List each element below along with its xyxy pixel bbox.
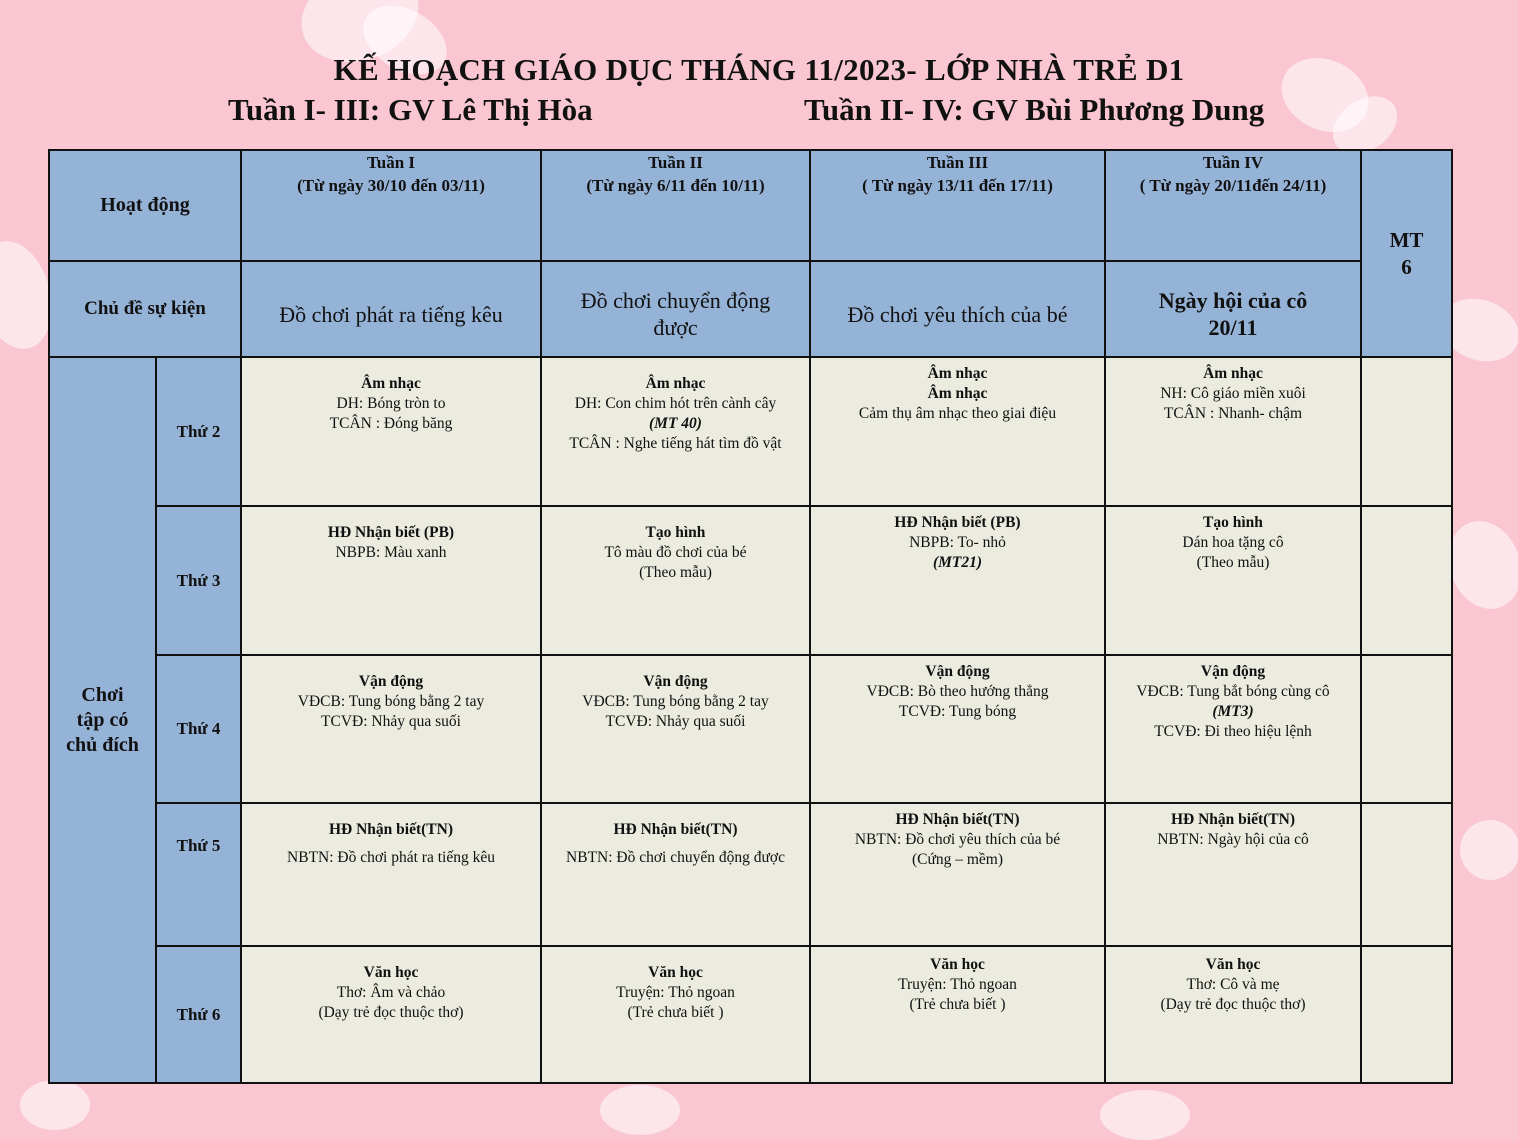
activity-line: (Trẻ chưa biết ) — [909, 996, 1006, 1013]
activity-line: Dán hoa tặng cô — [1182, 534, 1284, 551]
activity-line: VĐCB: Tung bóng bằng 2 tay — [297, 693, 485, 710]
mt6-header — [1361, 150, 1452, 357]
activity-line: Thơ: Cô và mẹ — [1186, 976, 1280, 993]
day-row-tue — [49, 506, 1452, 655]
activity-line: Truyện: Thỏ ngoan — [616, 984, 735, 1001]
activity-cell — [541, 803, 810, 946]
mt6-cell — [1361, 946, 1452, 1083]
group-label-line: tập có — [76, 708, 129, 731]
activity-title: Âm nhạc — [361, 375, 421, 392]
activity-cell — [541, 655, 810, 803]
day-label: Thứ 2 — [156, 357, 241, 506]
day-row-thu — [49, 803, 1452, 946]
topic-line: được — [653, 315, 698, 340]
teacher-right: Tuần II- IV: GV Bùi Phương Dung — [804, 92, 1265, 127]
activity-line: DH: Con chim hót trên cành cây — [574, 395, 777, 412]
activity-title: HĐ Nhận biết(TN) — [613, 821, 738, 838]
activity-cell — [810, 357, 1105, 506]
activity-title: Văn học — [363, 964, 419, 981]
activity-title: Vận động — [925, 663, 990, 680]
plan-table — [48, 149, 1453, 1084]
activity-line: TCVĐ: Nhảy qua suối — [321, 713, 461, 730]
topic-line: Đồ chơi phát ra tiếng kêu — [279, 301, 503, 327]
activity-line: (Trẻ chưa biết ) — [627, 1004, 724, 1021]
activity-cell — [541, 506, 810, 655]
activity-line: (Theo mẫu) — [1196, 554, 1270, 571]
teacher-left: Tuần I- III: GV Lê Thị Hòa — [228, 92, 593, 127]
activity-title: Tạo hình — [1203, 514, 1263, 531]
activity-title: Âm nhạc — [927, 385, 988, 402]
group-label-line: Chơi — [81, 683, 124, 706]
activity-title: Văn học — [1205, 956, 1261, 973]
activity-line: TCVĐ: Nhảy qua suối — [605, 713, 746, 730]
goal-code: (MT3) — [1212, 703, 1254, 720]
activity-cell — [241, 655, 541, 803]
week-1-header — [241, 150, 541, 261]
week-1-topic — [241, 261, 541, 357]
week-range: (Từ ngày 6/11 đến 10/11) — [586, 176, 765, 195]
activity-cell — [810, 506, 1105, 655]
activity-title: HĐ Nhận biết(TN) — [895, 811, 1020, 828]
topic-line: Đồ chơi chuyển động — [580, 288, 771, 313]
mt6-cell — [1361, 357, 1452, 506]
activity-line: VĐCB: Bò theo hướng thẳng — [866, 683, 1049, 700]
group-label — [49, 357, 156, 1083]
day-label: Thứ 4 — [156, 655, 241, 803]
mt-label: MT — [1389, 227, 1424, 252]
week-name: Tuần III — [926, 153, 989, 172]
activity-cell — [1105, 506, 1361, 655]
activity-line: Cảm thụ âm nhạc theo giai điệu — [858, 405, 1057, 422]
activity-line: (Theo mẫu) — [639, 564, 712, 581]
activity-title: Vận động — [358, 673, 424, 690]
week-name: Tuần IV — [1202, 153, 1264, 172]
week-2-topic — [541, 261, 810, 357]
activity-line: TCVĐ: Đi theo hiệu lệnh — [1154, 723, 1312, 740]
week-3-topic — [810, 261, 1105, 357]
week-range: (Từ ngày 30/10 đến 03/11) — [297, 176, 485, 195]
day-row-mon — [49, 357, 1452, 506]
activity-line: NH: Cô giáo miền xuôi — [1160, 385, 1306, 402]
activity-line: (Dạy trẻ đọc thuộc thơ) — [318, 1004, 464, 1021]
activity-line: (Dạy trẻ đọc thuộc thơ) — [1160, 996, 1306, 1013]
day-label: Thứ 5 — [156, 803, 241, 946]
activity-cell — [541, 946, 810, 1083]
activity-line: NBTN: Đồ chơi chuyển động được — [566, 849, 785, 866]
activity-cell — [241, 357, 541, 506]
activity-line: NBPB: To- nhỏ — [909, 534, 1006, 551]
activity-title: Âm nhạc — [645, 375, 706, 392]
topic-line: 20/11 — [1208, 315, 1258, 340]
activity-title: Vận động — [1200, 663, 1266, 680]
activity-cell — [541, 357, 810, 506]
activity-line: NBTN: Đồ chơi yêu thích của bé — [854, 831, 1061, 848]
activity-line: (Cứng – mềm) — [911, 851, 1004, 868]
week-name: Tuần I — [366, 153, 416, 172]
day-label: Thứ 6 — [156, 946, 241, 1083]
activity-title: Vận động — [643, 673, 708, 690]
goal-code: (MT21) — [932, 554, 983, 571]
topic-line: Đồ chơi yêu thích của bé — [847, 301, 1068, 327]
activity-line: TCÂN : Nghe tiếng hát tìm đồ vật — [569, 435, 782, 452]
activity-line: NBTN: Đồ chơi phát ra tiếng kêu — [287, 849, 495, 866]
mt6-cell — [1361, 506, 1452, 655]
activity-title: HĐ Nhận biết(TN) — [1170, 811, 1295, 828]
day-row-wed — [49, 655, 1452, 803]
mt6-cell — [1361, 655, 1452, 803]
activity-cell — [241, 506, 541, 655]
week-range: ( Từ ngày 20/11đến 24/11) — [1139, 176, 1327, 195]
group-label-line: chủ đích — [66, 733, 139, 756]
goal-code: (MT 40) — [649, 415, 702, 432]
activity-title: HĐ Nhận biết(TN) — [328, 821, 453, 838]
mt6-cell — [1361, 803, 1452, 946]
week-2-header — [541, 150, 810, 261]
week-range: ( Từ ngày 13/11 đến 17/11) — [862, 176, 1053, 195]
activity-cell — [1105, 803, 1361, 946]
header-row — [49, 150, 1452, 261]
activity-cell — [810, 803, 1105, 946]
activity-label: Hoạt động — [49, 150, 241, 261]
activity-title: Âm nhạc — [927, 365, 988, 382]
activity-line: Tô màu đồ chơi của bé — [604, 544, 747, 561]
mt-number: 6 — [1401, 254, 1412, 279]
activity-line: VĐCB: Tung bắt bóng cùng cô — [1136, 683, 1330, 700]
activity-cell — [241, 803, 541, 946]
activity-line: VĐCB: Tung bóng bằng 2 tay — [582, 693, 769, 710]
topic-label: Chủ đề sự kiện — [49, 261, 241, 357]
activity-title: Tạo hình — [645, 524, 706, 541]
activity-line: DH: Bóng tròn to — [336, 395, 446, 412]
activity-line: Thơ: Âm và chảo — [336, 984, 446, 1001]
activity-cell — [810, 946, 1105, 1083]
activity-line: TCVĐ: Tung bóng — [898, 703, 1017, 720]
week-3-header — [810, 150, 1105, 261]
activity-title: HĐ Nhận biết (PB) — [327, 524, 455, 541]
topic-row — [49, 261, 1452, 357]
activity-title: Văn học — [648, 964, 703, 981]
activity-cell — [241, 946, 541, 1083]
activity-cell — [1105, 655, 1361, 803]
page-title: KẾ HOẠCH GIÁO DỤC THÁNG 11/2023- LỚP NHÀ TRẺ D1 — [333, 52, 1185, 87]
week-4-header — [1105, 150, 1361, 261]
activity-title: HĐ Nhận biết (PB) — [894, 514, 1021, 531]
activity-cell — [1105, 357, 1361, 506]
week-name: Tuần II — [648, 153, 703, 172]
activity-title: Âm nhạc — [1203, 365, 1263, 382]
activity-title: Văn học — [930, 956, 985, 973]
day-label: Thứ 3 — [156, 506, 241, 655]
activity-line: NBPB: Màu xanh — [335, 544, 447, 561]
day-row-fri — [49, 946, 1452, 1083]
activity-cell — [810, 655, 1105, 803]
activity-line: TCÂN : Đóng băng — [329, 415, 453, 432]
topic-line: Ngày hội của cô — [1158, 288, 1308, 313]
activity-line: NBTN: Ngày hội của cô — [1157, 831, 1309, 848]
activity-line: Truyện: Thỏ ngoan — [898, 976, 1017, 993]
week-4-topic — [1105, 261, 1361, 357]
activity-cell — [1105, 946, 1361, 1083]
activity-line: TCÂN : Nhanh- chậm — [1163, 405, 1303, 422]
